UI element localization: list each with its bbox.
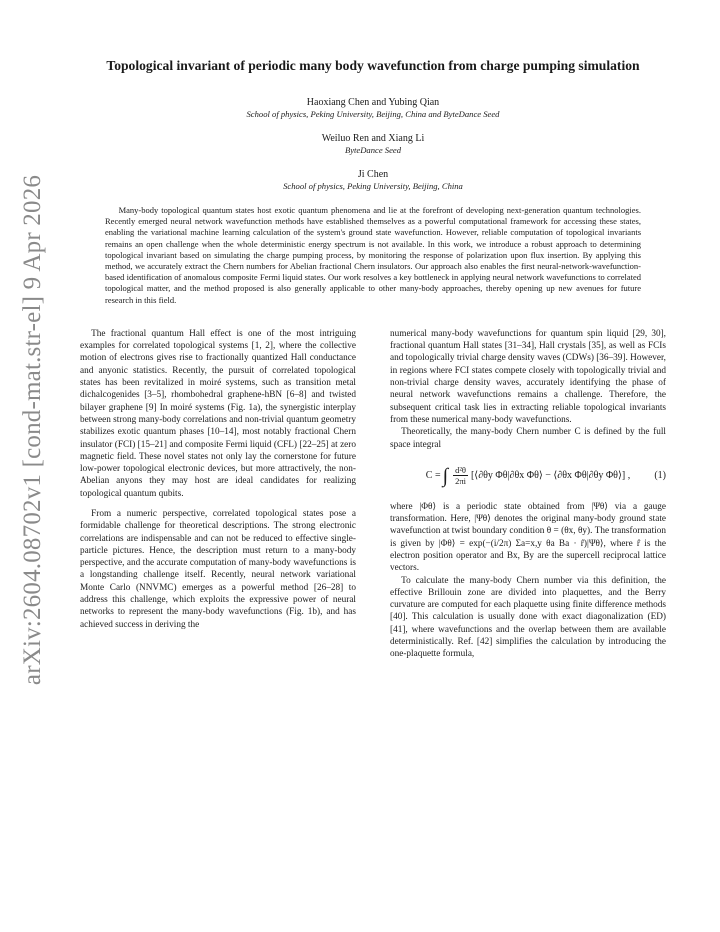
fraction-numerator: d²θ — [455, 465, 466, 476]
equation-bracket: [⟨∂θy Φθ|∂θx Φθ⟩ − ⟨∂θx Φθ|∂θy Φθ⟩] , — [470, 469, 631, 481]
fraction-denominator: 2πi — [455, 476, 466, 487]
author-group-3 — [80, 169, 666, 192]
paper-title: Topological invariant of periodic many body wavefunction from charge pumping simulation — [106, 58, 640, 73]
author-names: Ji Chen — [357, 169, 389, 180]
author-names: Weiluo Ren and Xiang Li — [321, 133, 425, 144]
left-column — [80, 328, 356, 661]
abstract: Many-body topological quantum states host exotic quantum phenomena and lie at the forefront of developing next-generation quantum technologies. Recently emerged neural network wavefunction methods have established themselves as a powerful computational framework for accessing these states, enabling the variational machine learning calculation of the system's ground state wavefunction. However, reliable computation of topological invariants remains an open challenge when the whole deterministic energy spectrum is not available. In this work, we introduce a robust approach to determining topological invariant based on simulating the charge pumping process, by monitoring the response of polarization upon flux insertion. By applying this method, we accurately extract the Chern numbers for Abelian fractional Chern insulators. Our approach also enables the first neural-network-wavefunction-based identification of anomalous composite Fermi liquid states. Our work resolves a key bottleneck in applying neural network wavefunctions to correlated topological matter, and the method proposed is also generally applicable to other many-body approaches, thereby opening up new avenues for future research in this field. — [105, 205, 641, 305]
author-list — [80, 97, 666, 192]
equation-lhs: C = — [425, 469, 441, 481]
integral-sign: ∫ — [442, 464, 449, 487]
author-affiliation: School of physics, Peking University, Beijing, China — [283, 181, 463, 191]
paragraph: The fractional quantum Hall effect is one of the most intriguing examples for correlated topological systems [1, 2], where the collective motion of electrons gives rise to fractionally quantized Hall conductance and anyonic statistics. Recently, the pursuit of correlated topological states has been revitalized in moiré systems, such as transition metal dichalcogenides [3–5], rhombohedral graphene-hBN [6–8] and twisted bilayer graphene [9] In moiré systems (Fig. 1a), the synergistic interplay between strong many-body correlations and non-trivial quantum geometry stabilizes exotic quantum phases [10–14], most notably fractional Chern insulator (FCI) [15–21] and composite Fermi liquid (CFL) [22–25] at zero magnetic field. These novel states not only lay the cornerstone for future low-power topological electronic devices, but more attractively, the non-Abelian anyons they may host are ideal candidates for realizing topological quantum qubits. — [80, 328, 356, 499]
author-affiliation: School of physics, Peking University, Beijing, China and ByteDance Seed — [246, 109, 500, 119]
paragraph: From a numeric perspective, correlated topological states pose a formidable challenge for theoretical descriptions. The strong electronic correlations are indispensable and can not be reduced to effective single-particle pictures. Hence, the description must return to a many-body perspective, and the accurate computation of many-body wavefunctions is a longstanding challenge itself. Recently, neural network variational Monte Carlo (NNVMC) emerges as a powerful method [26–28] to address this challenge, which exploits the expressive power of neural networks to represent the many-body wavefunctions (Fig. 1b), and has achieved success in deriving the — [80, 508, 356, 630]
equation-1 — [390, 459, 666, 493]
right-column — [390, 328, 666, 661]
paragraph: Theoretically, the many-body Chern number C is defined by the full space integral — [390, 427, 666, 450]
paper-page — [80, 58, 666, 661]
paragraph: where |Φθ⟩ is a periodic state obtained from |Ψθ⟩ via a gauge transformation. Here, |Ψθ⟩ denotes the original many-body ground state wavefunction at twist boundary condition θ = (θx, θy). The transformation is given by |Φθ⟩ = exp(−(i/2π) Σa=x,y θa Ba · r̂)|Ψθ⟩, where r̂ is the electron position operator and Bx, By are the supercell reciprocal lattice vectors. — [390, 501, 666, 574]
body-columns — [80, 328, 666, 661]
author-affiliation: ByteDance Seed — [344, 145, 402, 155]
paragraph: numerical many-body wavefunctions for quantum spin liquid [29, 30], fractional quantum Hall states [31–34], Hall crystals [35], as well as FCIs and topologically trivial charge density waves (CDWs) [36–39]. However, in regions where FCI states compete closely with topologically trivial and non-trivial charge density waves, accurately identifying the phase of neural network wavefunctions remains a challenge. Therefore, the subsequent critical task lies in extracting reliable topological invariants from these numerical many-body wavefunctions. — [390, 328, 666, 425]
paragraph: To calculate the many-body Chern number via this definition, the effective Brillouin zone are divided into plaquettes, and the Berry curvature are computed for each plaquette using finite difference methods [40]. This calculation is usually done with exact diagonalization (ED) [41], where wavefunctions and the overlap between them are available deterministically. Ref. [42] simplifies the calculation by introducing the one-plaquette formula, — [390, 575, 666, 660]
arxiv-sidebar-stamp — [14, 174, 52, 686]
equation-fraction — [453, 465, 468, 486]
arxiv-identifier: arXiv:2604.08702v1 [cond-mat.str-el] 9 Apr 2026 — [19, 174, 46, 686]
author-names: Haoxiang Chen and Yubing Qian — [306, 97, 440, 108]
author-group-2 — [80, 133, 666, 156]
author-group-1 — [80, 97, 666, 120]
equation-number: (1) — [654, 469, 666, 481]
